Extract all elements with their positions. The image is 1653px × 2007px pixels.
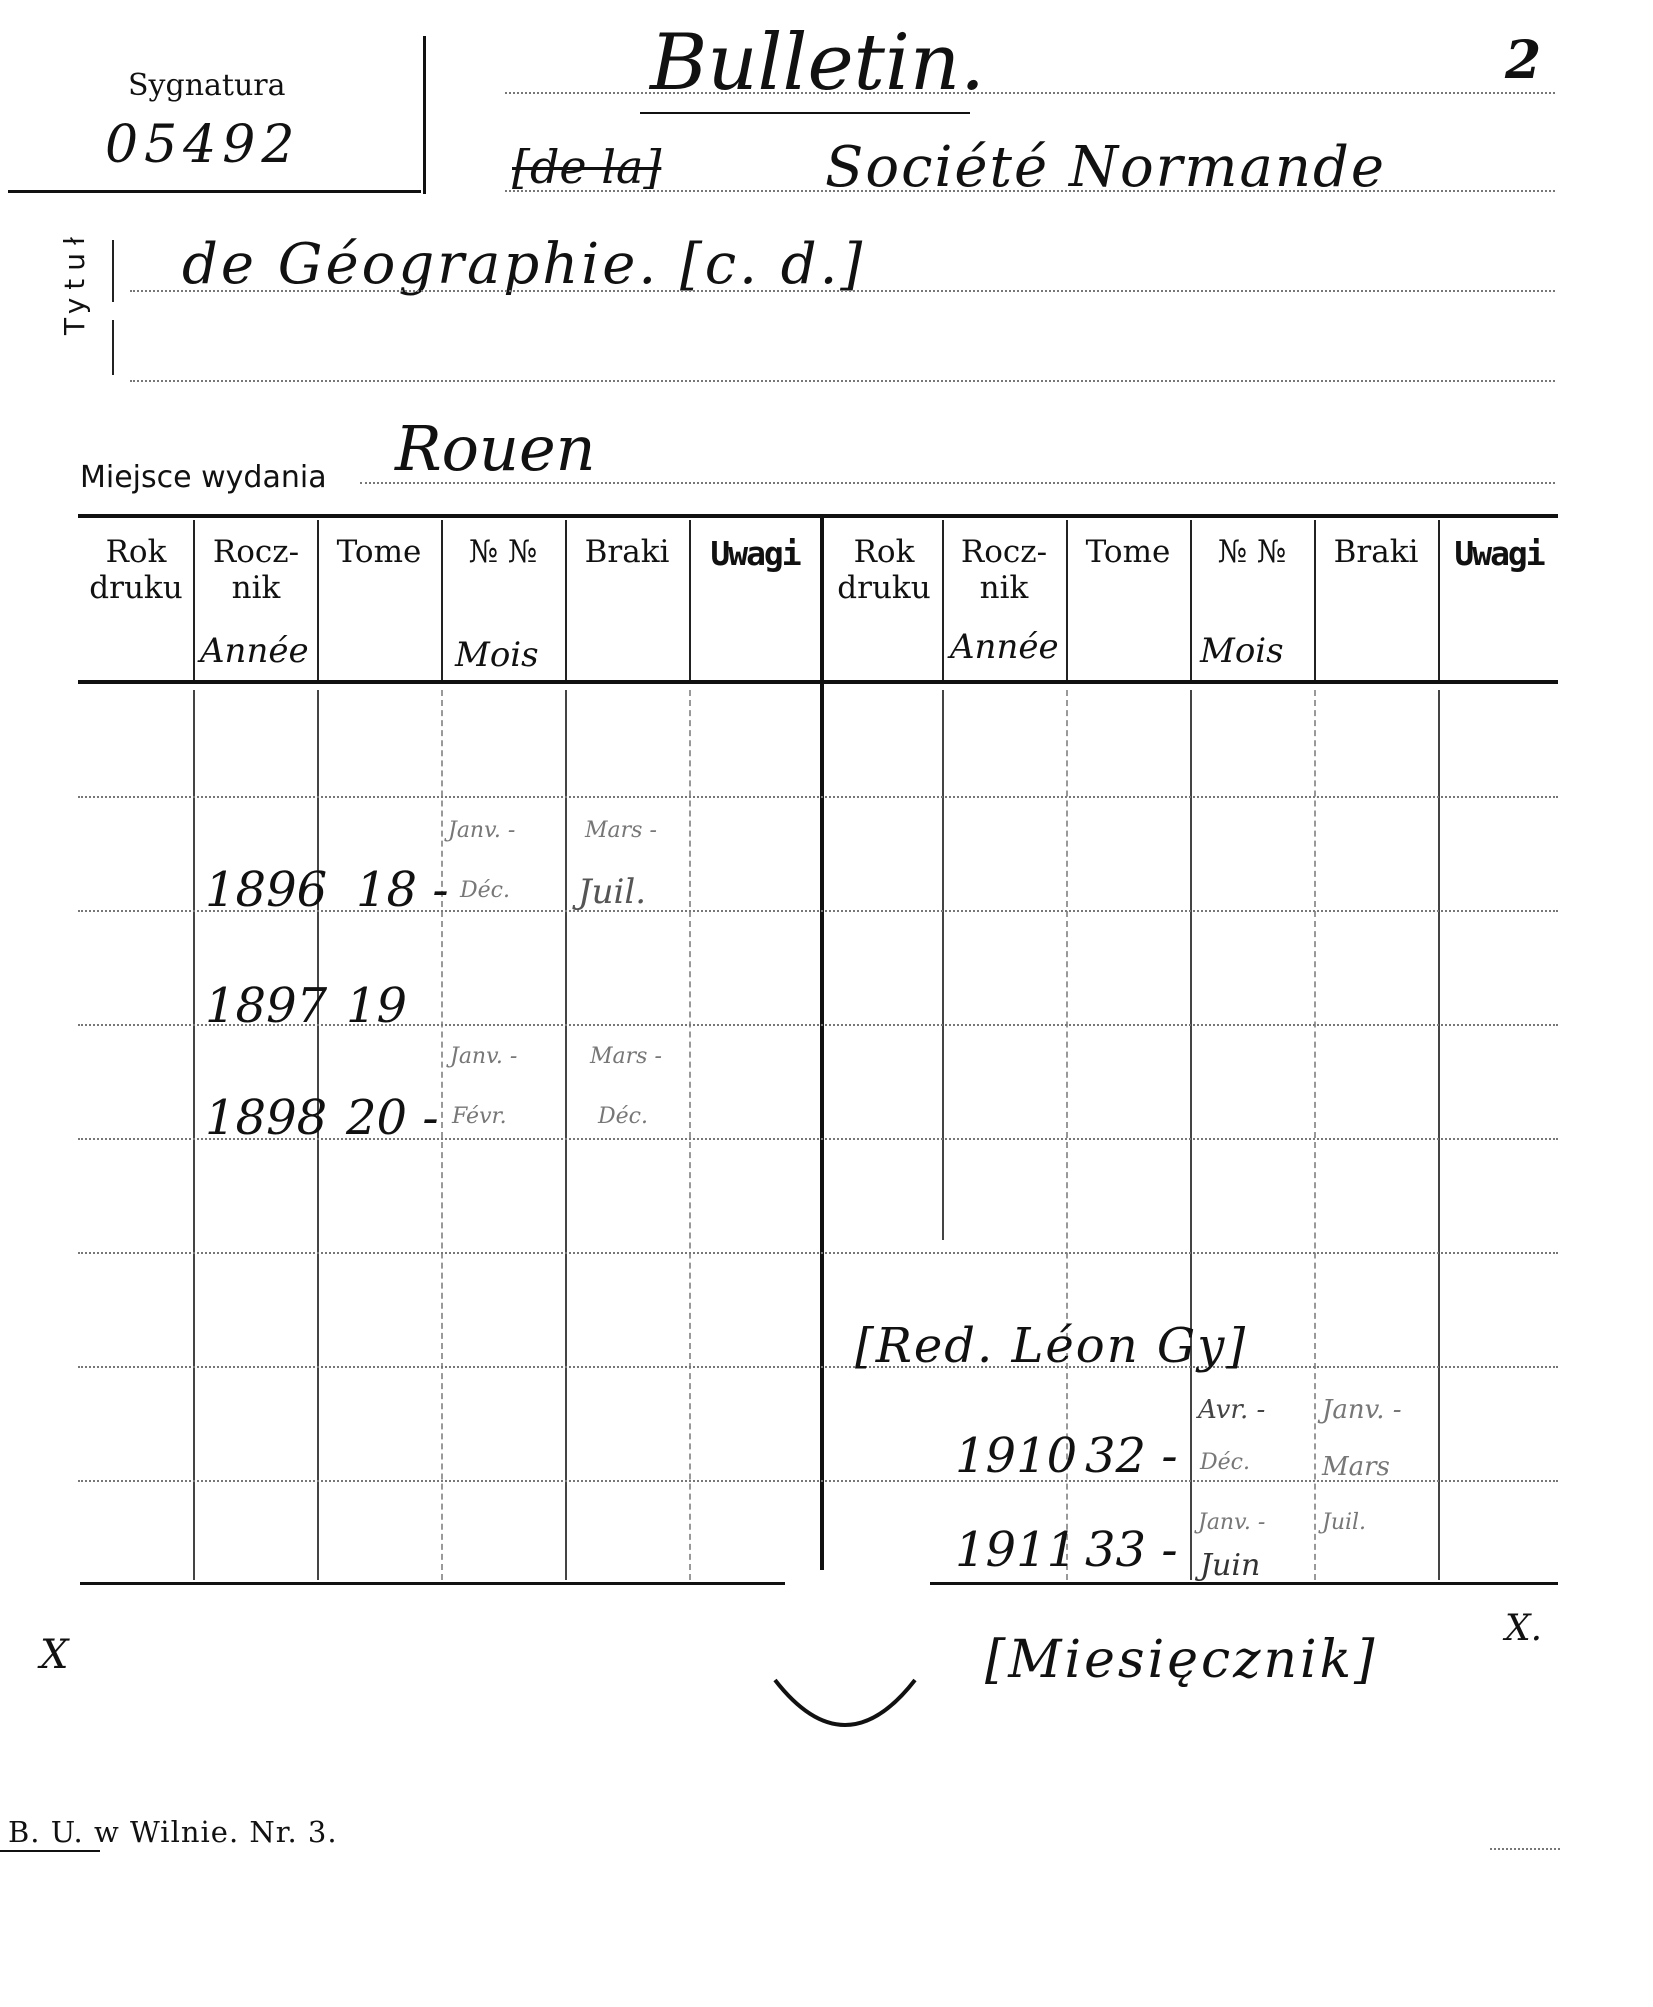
col-header-uwagi: Uwagi (1454, 534, 1544, 573)
col-divider (1314, 690, 1316, 1580)
entry-tome: 32 - (1085, 1428, 1178, 1484)
entry-rocznik: 1897 (205, 978, 328, 1034)
title-line-2-dots (505, 190, 1555, 192)
entry-tome: 20 - (346, 1090, 439, 1146)
col-divider (441, 690, 443, 1580)
col-header-numbers: № № (1217, 534, 1287, 570)
entry-braki-bottom: Déc. (598, 1104, 648, 1129)
col-header-rok-druku: Rok druku (89, 534, 183, 606)
entry-nr-top: Avr. - (1198, 1395, 1266, 1425)
table-bottom-rule-left (80, 1582, 785, 1585)
col-sub-mois: Mois (1200, 631, 1284, 671)
entry-braki-top: Juil. (1322, 1510, 1367, 1535)
title-line-2: Société Normande (825, 135, 1386, 200)
col-header-tome: Tome (1085, 534, 1171, 570)
editor-note: [Red. Léon Gy] (855, 1318, 1248, 1374)
tytul-bracket-1 (112, 240, 114, 302)
col-divider (441, 520, 443, 680)
printer-underline (0, 1850, 100, 1852)
entry-nr-bottom: Juin (1200, 1548, 1261, 1583)
sygnatura-divider (423, 36, 426, 194)
corner-mark-left: X (40, 1632, 69, 1678)
entry-rocznik: 1910 (955, 1428, 1078, 1484)
tytul-label (58, 229, 91, 335)
title-line-1: Bulletin. (650, 18, 985, 108)
entry-nr-top: Janv. - (450, 1044, 518, 1069)
title-underline (640, 112, 970, 114)
col-header-braki: Braki (584, 534, 670, 570)
title-line-1-dots (505, 92, 1555, 94)
sygnatura-value: 05492 (105, 115, 301, 175)
entry-braki-bottom: Mars (1322, 1452, 1390, 1482)
tytul-label-text: Tytuł (58, 229, 91, 335)
entry-rocznik: 1911 (955, 1522, 1078, 1578)
entry-braki-top: Mars - (585, 818, 657, 843)
miejsce-value: Rouen (395, 412, 596, 485)
printer-imprint: B. U. w Wilnie. Nr. 3. (8, 1815, 338, 1849)
row-guide (78, 1366, 1558, 1368)
col-sub-annee: Année (200, 631, 309, 671)
title-struck-text: [de la] (512, 140, 662, 194)
col-divider (942, 690, 944, 1240)
col-divider (565, 520, 567, 680)
col-divider (689, 690, 691, 1580)
tytul-bracket-2 (112, 320, 114, 375)
col-divider (1438, 690, 1440, 1580)
col-divider (565, 690, 567, 1580)
col-sub-annee: Année (950, 627, 1059, 667)
entry-nr-bottom: Déc. (460, 878, 510, 903)
col-divider (942, 520, 944, 680)
entry-braki-top: Janv. - (1322, 1395, 1402, 1425)
col-header-braki: Braki (1333, 534, 1419, 570)
col-divider (1438, 520, 1440, 680)
col-header-tome: Tome (336, 534, 422, 570)
entry-nr-bottom: Déc. (1200, 1450, 1250, 1475)
entry-nr-bottom: Févr. (452, 1104, 507, 1129)
entry-nr-top: Janv. - (448, 818, 516, 843)
entry-nr-top: Janv. - (1198, 1510, 1266, 1535)
sygnatura-underline (8, 190, 421, 193)
row-guide (78, 796, 1558, 798)
col-divider (1190, 690, 1192, 1580)
title-line-3-dots (130, 290, 1555, 292)
entry-tome: 33 - (1085, 1522, 1178, 1578)
col-header-rok-druku: Rok druku (837, 534, 931, 606)
title-line-3: de Géographie. [c. d.] (182, 232, 866, 297)
col-divider (1314, 520, 1316, 680)
entry-braki-top: Mars - (590, 1044, 662, 1069)
col-header-rocznik: Rocz- nik (960, 534, 1048, 606)
entry-braki-bottom: Juil. (578, 872, 647, 912)
miejsce-label: Miejsce wydania (80, 460, 327, 495)
col-header-rocznik: Rocz- nik (212, 534, 300, 606)
corner-mark-right: X. (1505, 1608, 1543, 1649)
entry-rocznik: 1898 (205, 1090, 328, 1146)
col-sub-mois: Mois (455, 635, 539, 675)
col-divider (193, 520, 195, 680)
sygnatura-label: Sygnatura (128, 68, 286, 103)
row-guide (78, 1252, 1558, 1254)
entry-rocznik: 1896 (205, 862, 328, 918)
miejsce-dots (360, 482, 1555, 484)
entry-tome: 18 - (356, 862, 449, 918)
col-divider (689, 520, 691, 680)
margin-dots (1490, 1848, 1560, 1850)
page-number: 2 (1505, 30, 1542, 91)
punch-hole-arc (770, 1670, 920, 1750)
table-center-rule (820, 518, 824, 1570)
frequency-note: [Miesięcznik] (985, 1630, 1378, 1690)
table-header-rule (78, 680, 1558, 684)
table-top-rule (78, 514, 1558, 518)
col-divider (1190, 520, 1192, 680)
col-header-numbers: № № (468, 534, 538, 570)
col-divider (193, 690, 195, 1580)
title-line-4-dots (130, 380, 1555, 382)
col-header-uwagi: Uwagi (710, 534, 800, 573)
entry-tome: 19 (346, 978, 408, 1034)
